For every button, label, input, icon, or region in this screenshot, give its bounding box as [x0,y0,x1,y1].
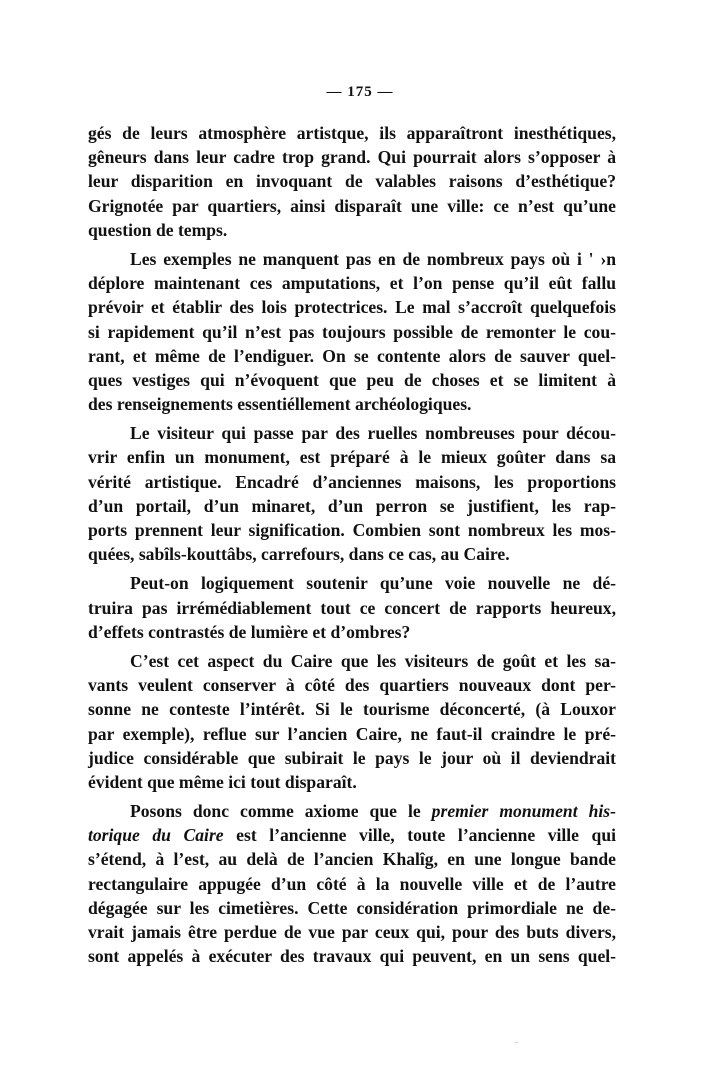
text-line: gêneurs dans leur cadre trop grand. Qui pourrait alors s’opposer à [88,147,616,168]
text-line: vrait jamais être perdue de vue par ceux qui, pour des buts divers, [88,922,616,942]
text-line [88,823,616,847]
text-line: évident que même ici tout disparaît. [88,771,357,792]
text-line: quées, sabîls-kouttâbs, carrefours, dans ce cas, au Caire. [88,544,510,565]
paragraph-2 [88,247,616,416]
text-line: d’effets contrastés de lumière et d’ombres? [88,621,411,642]
text-line: si rapidement qu’il n’est pas toujours possible de remonter le cou- [88,321,616,342]
paragraph-1 [88,121,616,242]
text-line: prévoir et établir des lois protectrices. Le mal s’accroît quelquefois [88,297,616,318]
text-line: judice considérable que subirait le pays le jour où il deviendrait [88,747,616,768]
text-line: vrir enfin un monument, est préparé à le mieux goûter dans sa [88,447,616,468]
text-line: des renseignements essentiéllement archéologiques. [88,394,472,415]
text-line: vérité artistique. Encadré d’anciennes maisons, les proportions [88,471,616,492]
text-line: question de temps. [88,219,228,240]
scan-speck [515,1042,518,1043]
text-line: C’est cet aspect du Caire que les visiteurs de goût et les sa- [130,650,616,671]
paragraph-6 [88,799,616,968]
text-line: s’étend, à l’est, au delà de l’ancien Khalîg, en une longue bande [88,849,616,870]
line-roman: est l’ancienne ville, toute l’ancienne ville qui [223,825,616,846]
text-line: Les exemples ne manquent pas en de nombreux pays où i ' ›n [130,248,616,269]
text-line [88,799,616,823]
text-line: Le visiteur qui passe par des ruelles nombreuses pour décou- [130,423,616,444]
text-line: gés de leurs atmosphère artistque, ils apparaîtront inesthétiques, [88,123,616,143]
line-roman: Posons donc comme axiome que le [130,801,432,822]
page-number: — 175 — [326,84,394,100]
text-line: dégagée sur les cimetières. Cette considération primordiale ne de- [88,897,616,918]
text-line: ques vestiges qui n’évoquent que peu de choses et se limitent à [88,369,616,390]
text-line: par exemple), reflue sur l’ancien Caire, ne faut-il craindre le pré- [88,723,616,744]
text-line: truira pas irrémédiablement tout ce concert de rapports heureux, [88,597,616,618]
text-line: vants veulent conserver à côté des quartiers nouveaux dont per- [88,675,616,696]
text-line: déplore maintenant ces amputations, et l’on pense qu’il eût fallu [88,273,616,294]
line-italic: torique du Caire [88,825,224,846]
text-line: Grignotée par quartiers, ainsi disparaît une ville: ce n’est qu’une [88,195,616,216]
text-line: sont appelés à exécuter des travaux qui peuvent, en un sens quel- [88,946,616,967]
text-line: d’un portail, d’un minaret, d’un perron se justifient, les rap- [88,495,616,516]
paragraph-3 [88,421,616,566]
text-line: ports prennent leur signification. Combien sont nombreux les mos- [88,520,616,540]
text-line: sonne ne conteste l’intérêt. Si le tourisme déconcerté, (à Louxor [88,699,616,720]
text-line: rectangulaire appugée d’un côté à la nouvelle ville et de l’autre [88,873,616,894]
line-italic: premier monument his- [431,801,616,822]
text-line: leur disparition en invoquant de valables raisons d’esthétique? [88,171,616,192]
paragraph-4 [88,571,616,644]
body-text [88,121,616,973]
text-line: rant, et même de l’endiguer. On se contente alors de sauver quel- [88,345,616,366]
text-line: Peut-on logiquement soutenir qu’une voie nouvelle ne dé- [130,573,616,594]
paragraph-5 [88,649,616,794]
